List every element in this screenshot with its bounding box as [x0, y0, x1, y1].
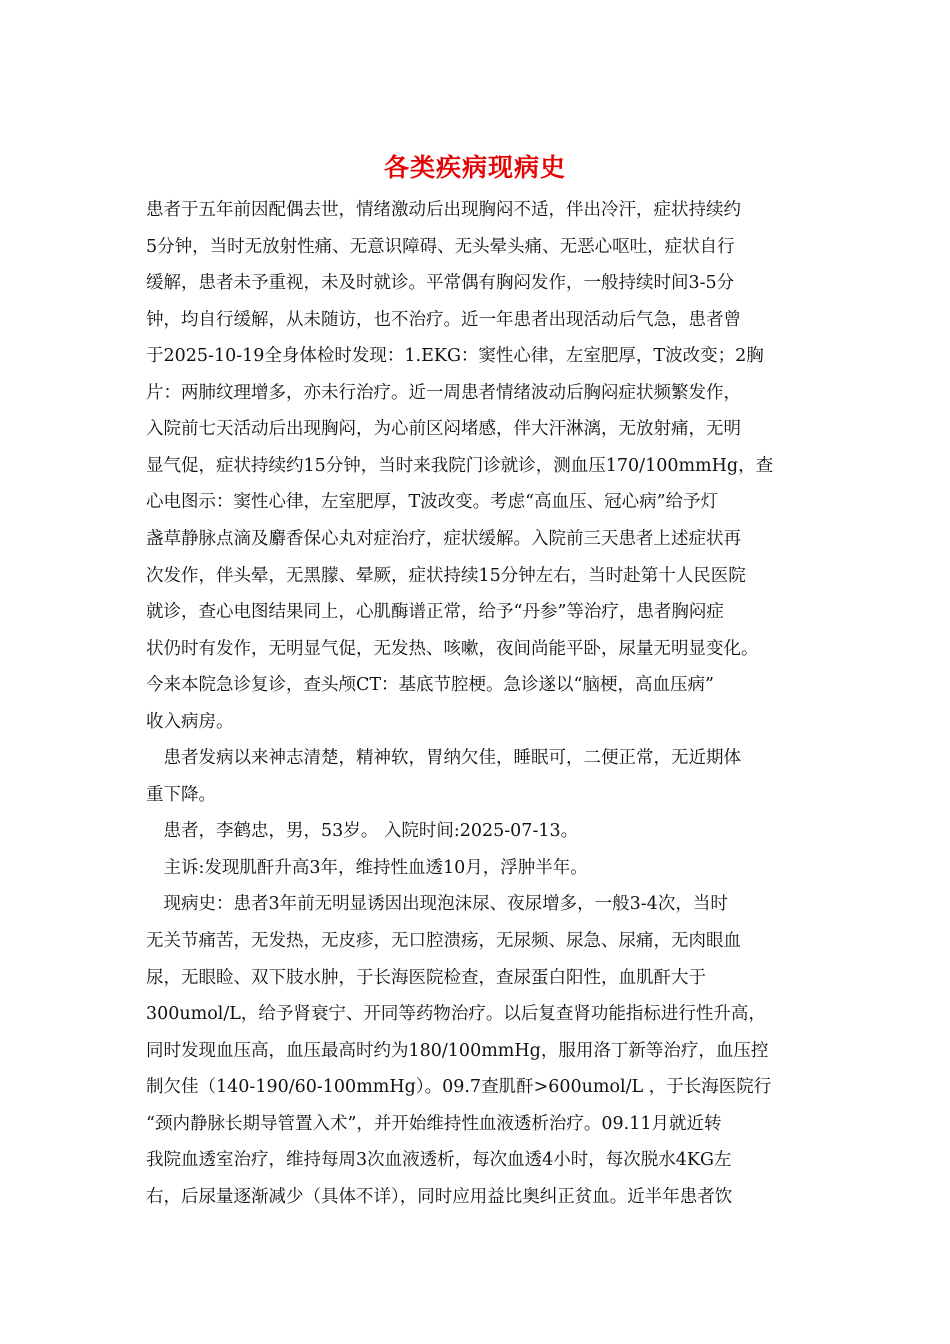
text-line: 钟，均自行缓解，从未随访，也不治疗。近一年患者出现活动后气急，患者曾 — [146, 309, 741, 330]
text-line: 缓解，患者未予重视，未及时就诊。平常偶有胸闷发作，一般持续时间3-5分 — [146, 273, 735, 294]
text-line: 无关节痛苦，无发热，无皮疹，无口腔溃疡，无尿频、尿急、尿痛，无肉眼血 — [146, 931, 741, 951]
text-line: 盏草静脉点滴及麝香保心丸对症治疗，症状缓解。入院前三天患者上述症状再 — [146, 528, 741, 549]
text-line: 收入病房。 — [146, 711, 234, 732]
text-line: 尿，无眼睑、双下肢水肿，于长海医院检查，查尿蛋白阳性，血肌酐大于 — [146, 967, 706, 988]
text-line: 300umol/L，给予肾衰宁、开同等药物治疗。以后复查肾功能指标进行性升高， — [146, 1004, 766, 1025]
text-line: 次发作，伴头晕，无黑朦、晕厥，症状持续15分钟左右，当时赴第十人民医院 — [146, 565, 746, 586]
text-line: 患者，李鹤忠，男，53岁。 入院时间:2025-07-13。 — [146, 821, 579, 842]
text-line: “颈内静脉长期导管置入术”，并开始维持性血液透析治疗。09.11月就近转 — [146, 1113, 722, 1134]
text-line: 现病史：患者3年前无明显诱因出现泡沫尿、夜尿增多，一般3-4次，当时 — [146, 894, 728, 915]
text-line: 主诉:发现肌酐升高3年，维持性血透10月，浮肿半年。 — [146, 857, 588, 878]
text-line: 右，后尿量逐渐减少（具体不详），同时应用益比奥纠正贫血。近半年患者饮 — [146, 1186, 733, 1207]
text-line: 状仍时有发作，无明显气促，无发热、咳嗽，夜间尚能平卧，尿量无明显变化。 — [146, 638, 759, 659]
document-title: 各类疾病现病史 — [383, 153, 566, 182]
text-line: 片：两肺纹理增多，亦未行治疗。近一周患者情绪波动后胸闷症状频繁发作， — [146, 382, 741, 403]
text-line: 于2025-10-19全身体检时发现：1.EKG：窦性心律，左室肥厚，T波改变；2胸 — [146, 346, 764, 367]
text-line: 患者于五年前因配偶去世，情绪激动后出现胸闷不适，伴出冷汗，症状持续约 — [146, 200, 741, 220]
text-line: 制欠佳（140-190/60-100mmHg）。09.7查肌酐>600umol/L ，于长海医院行 — [146, 1077, 772, 1098]
text-line: 我院血透室治疗，维持每周3次血液透析，每次血透4小时，每次脱水4KG左 — [146, 1150, 732, 1171]
text-line: 患者发病以来神志清楚，精神软，胃纳欠佳，睡眠可，二便正常，无近期体 — [146, 748, 741, 769]
text-line: 就诊，查心电图结果同上，心肌酶谱正常，给予“丹参”等治疗，患者胸闷症 — [146, 602, 724, 623]
text-line: 同时发现血压高，血压最高时约为180/100mmHg，服用洛丁新等治疗，血压控 — [146, 1040, 769, 1061]
text-line: 心电图示：窦性心律，左室肥厚，T波改变。考虑“高血压、冠心病”给予灯 — [146, 492, 719, 513]
text-line: 入院前七天活动后出现胸闷，为心前区闷堵感，伴大汗淋漓，无放射痛，无明 — [146, 419, 741, 440]
text-line: 今来本院急诊复诊，查头颅CT：基底节腔梗。急诊遂以“脑梗，高血压病” — [146, 675, 714, 696]
text-line: 重下降。 — [146, 784, 216, 805]
text-line: 显气促，症状持续约15分钟，当时来我院门诊就诊，测血压170/100mmHg，查 — [146, 455, 774, 476]
text-line: 5分钟，当时无放射性痛、无意识障碍、无头晕头痛、无恶心呕吐，症状自行 — [146, 236, 735, 257]
